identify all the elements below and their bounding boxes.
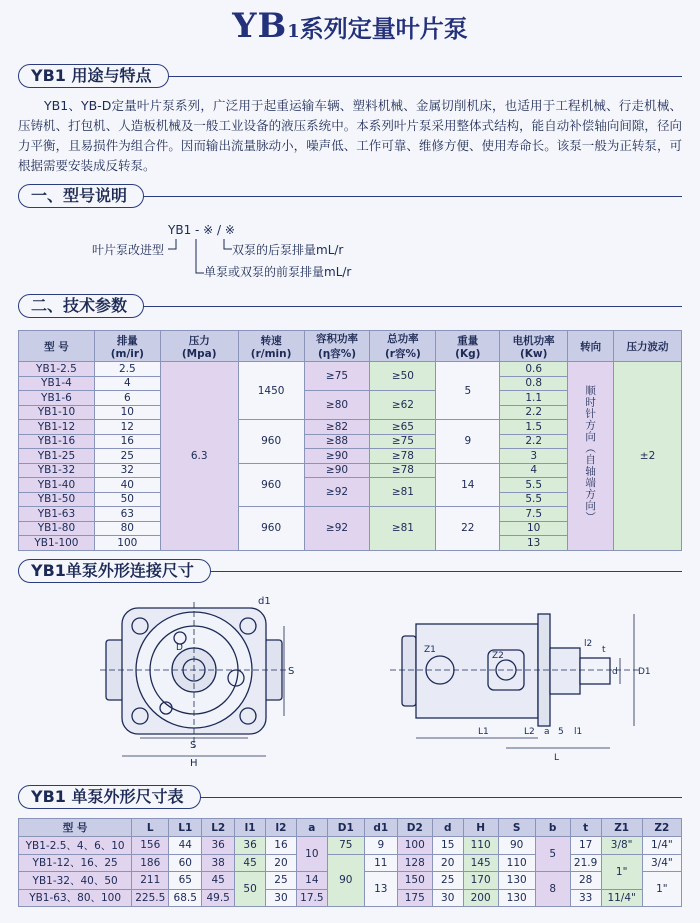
table-cell: 21.9 [570, 854, 601, 872]
table-cell: 10 [500, 521, 568, 536]
table-cell: 9 [364, 837, 397, 855]
dim-L2: L2 [524, 727, 535, 737]
table-cell: D2 [397, 819, 432, 837]
table-cell: 68.5 [169, 889, 202, 907]
params-header-row [19, 331, 682, 362]
table-cell: 186 [132, 854, 169, 872]
table-cell: 17 [570, 837, 601, 855]
table-cell: 110 [498, 854, 535, 872]
page-title [0, 6, 700, 46]
table-cell: 14 [436, 463, 500, 507]
table-cell: YB1-63、80、100 [19, 889, 132, 907]
label-improved-type: 叶片泵改进型 [92, 243, 165, 257]
header-cell: 转向 [568, 331, 614, 362]
table-cell: 145 [463, 854, 498, 872]
dim-d: d [612, 667, 618, 677]
table-cell: YB1-2.5 [19, 362, 95, 377]
dim-Z1: Z1 [424, 645, 436, 655]
section-model-heading: 一、型号说明 [18, 184, 144, 208]
table-cell: ≥81 [370, 478, 436, 507]
table-cell: 1.5 [500, 420, 568, 435]
table-cell: 33 [570, 889, 601, 907]
table-cell: 4 [500, 463, 568, 478]
table-cell: Z2 [642, 819, 681, 837]
table-cell: 5 [535, 837, 570, 872]
table-cell: YB1-50 [19, 492, 95, 507]
table-cell: YB1-80 [19, 521, 95, 536]
dim-D1: D1 [638, 667, 651, 677]
table-cell: 225.5 [132, 889, 169, 907]
dim-L: L [554, 753, 560, 763]
table-cell: ≥81 [370, 507, 436, 551]
table-cell: 1" [601, 854, 642, 889]
table-cell: ≥78 [370, 463, 436, 478]
intro-paragraph: YB1、YB-D定量叶片泵系列，广泛用于起重运输车辆、塑料机械、金属切削机床，也适用于工程机械、行走机械、压铸机、打包机、人造板机械及一般工业设备的液压系统中。本系列叶片泵采用整体式结构，能自动补偿轴向间隙，径向力平衡，且易损件为组合件。因而输出流量脉动小，噪声低、工作可靠、维修方便、使用寿命长。该泵一般为正转泵，可根据需要安装成反转泵。 [18, 98, 682, 173]
model-code: YB1 - ※ / ※ [168, 223, 235, 237]
table-cell: l1 [235, 819, 266, 837]
table-cell: L1 [169, 819, 202, 837]
table-cell: 22 [436, 507, 500, 551]
table-row [19, 362, 682, 377]
table-cell: 13 [364, 872, 397, 907]
dim-Z2: Z2 [492, 651, 504, 661]
table-cell: 25 [432, 872, 463, 890]
table-row [19, 837, 682, 855]
tech-params-table [18, 330, 682, 551]
table-cell: 12 [94, 420, 160, 435]
table-cell: 175 [397, 889, 432, 907]
table-cell: 100 [397, 837, 432, 855]
table-cell: 5.5 [500, 492, 568, 507]
table-cell: YB1-100 [19, 536, 95, 551]
table-cell: 1/4" [642, 837, 681, 855]
dim-l1: l1 [574, 727, 583, 737]
front-view [100, 602, 290, 756]
dim-H: H [190, 758, 198, 769]
table-cell: 0.6 [500, 362, 568, 377]
table-cell: t [570, 819, 601, 837]
table-cell: S [498, 819, 535, 837]
table-cell: 10 [94, 405, 160, 420]
section-outline-heading: YB1单泵外形连接尺寸 [18, 559, 211, 583]
label-front-displacement: 单泵或双泵的前泵排量mL/r [204, 265, 352, 279]
table-cell: ≥90 [304, 463, 370, 478]
table-cell: 2.2 [500, 405, 568, 420]
table-cell: 90 [498, 837, 535, 855]
model-code-diagram [0, 215, 700, 285]
table-cell: 45 [235, 854, 266, 872]
table-cell: 30 [266, 889, 297, 907]
header-cell: 型 号 [19, 331, 95, 362]
table-cell: 7.5 [500, 507, 568, 522]
table-cell: l2 [266, 819, 297, 837]
title-suffix: 系列定量叶片泵 [299, 14, 468, 43]
table-cell: 6.3 [160, 362, 238, 551]
table-cell: 63 [94, 507, 160, 522]
table-cell: 16 [266, 837, 297, 855]
table-cell [568, 362, 614, 551]
dims-table [18, 818, 682, 907]
table-cell: YB1-32、40、50 [19, 872, 132, 890]
table-cell: 3 [500, 449, 568, 464]
title-main: YB [232, 6, 288, 46]
dim-D: D [176, 643, 183, 653]
table-cell: 40 [94, 478, 160, 493]
table-cell: YB1-25 [19, 449, 95, 464]
table-cell: 110 [463, 837, 498, 855]
table-cell: 2.5 [94, 362, 160, 377]
table-cell: 0.8 [500, 376, 568, 391]
table-cell: d [432, 819, 463, 837]
table-cell: 130 [498, 872, 535, 890]
table-cell: 10 [296, 837, 327, 872]
header-cell: 重量 (Kg) [436, 331, 500, 362]
dim-l2: l2 [584, 639, 593, 649]
table-cell: ≥82 [304, 420, 370, 435]
table-cell: 45 [202, 872, 235, 890]
table-cell: 200 [463, 889, 498, 907]
side-view [390, 614, 640, 748]
table-cell: 1" [642, 872, 681, 907]
table-cell: L [132, 819, 169, 837]
table-cell: b [535, 819, 570, 837]
table-cell: 14 [296, 872, 327, 890]
header-cell: 排量 (m/ir) [94, 331, 160, 362]
table-cell: 50 [235, 872, 266, 907]
table-cell: 11 [364, 854, 397, 872]
table-cell: 20 [266, 854, 297, 872]
table-cell: 50 [94, 492, 160, 507]
table-cell: YB1-2.5、4、6、10 [19, 837, 132, 855]
table-cell: 75 [327, 837, 364, 855]
table-cell: 型 号 [19, 819, 132, 837]
table-cell: Z1 [601, 819, 642, 837]
header-cell: 总功率 (r容%) [370, 331, 436, 362]
table-cell: D1 [327, 819, 364, 837]
dim-d1: d1 [258, 596, 271, 607]
table-cell: 128 [397, 854, 432, 872]
table-cell: YB1-32 [19, 463, 95, 478]
table-cell: 4 [94, 376, 160, 391]
table-cell: YB1-12 [19, 420, 95, 435]
table-cell: 16 [94, 434, 160, 449]
table-cell: 38 [202, 854, 235, 872]
table-cell: ≥62 [370, 391, 436, 420]
table-cell: H [463, 819, 498, 837]
table-cell: 65 [169, 872, 202, 890]
table-cell: 25 [94, 449, 160, 464]
table-cell: 80 [94, 521, 160, 536]
dims-header-row [19, 819, 682, 837]
table-row [19, 854, 682, 872]
header-cell: 容积功率 (η容%) [304, 331, 370, 362]
dim-a: a [544, 727, 550, 737]
header-cell: 压力 (Mpa) [160, 331, 238, 362]
header-cell: 压力波动 [614, 331, 682, 362]
table-cell: 211 [132, 872, 169, 890]
table-cell: 25 [266, 872, 297, 890]
table-cell: YB1-40 [19, 478, 95, 493]
table-cell: ≥90 [304, 449, 370, 464]
table-cell: 9 [436, 420, 500, 464]
table-cell: ≥75 [370, 434, 436, 449]
table-cell: 36 [202, 837, 235, 855]
table-cell: YB1-63 [19, 507, 95, 522]
table-cell: ≥92 [304, 478, 370, 507]
table-cell: 2.2 [500, 434, 568, 449]
table-cell: 44 [169, 837, 202, 855]
table-cell: 28 [570, 872, 601, 890]
table-cell: 13 [500, 536, 568, 551]
section-dims-heading: YB1 单泵外形尺寸表 [18, 785, 201, 809]
table-cell: 32 [94, 463, 160, 478]
table-cell: YB1-6 [19, 391, 95, 406]
table-cell: YB1-10 [19, 405, 95, 420]
table-cell: 36 [235, 837, 266, 855]
table-cell: 1.1 [500, 391, 568, 406]
table-cell: YB1-16 [19, 434, 95, 449]
table-cell: d1 [364, 819, 397, 837]
table-cell: YB1-4 [19, 376, 95, 391]
table-cell: 8 [535, 872, 570, 907]
direction-text: 顺时针方向（自轴端方向） [584, 385, 597, 524]
table-cell: ≥78 [370, 449, 436, 464]
dim-L1: L1 [478, 727, 489, 737]
dim-5: 5 [558, 727, 564, 737]
table-cell: 20 [432, 854, 463, 872]
dim-S-side: S [288, 666, 295, 677]
table-cell: 960 [238, 463, 304, 507]
dim-t: t [602, 645, 606, 655]
table-cell: 6 [94, 391, 160, 406]
table-cell: 17.5 [296, 889, 327, 907]
table-cell: 30 [432, 889, 463, 907]
header-cell: 转速 (r/min) [238, 331, 304, 362]
dim-S-front: S [190, 740, 197, 751]
header-cell: 电机功率 (Kw) [500, 331, 568, 362]
table-cell: 49.5 [202, 889, 235, 907]
table-cell: 130 [498, 889, 535, 907]
table-cell: 960 [238, 507, 304, 551]
table-cell: ≥50 [370, 362, 436, 391]
table-cell: 960 [238, 420, 304, 464]
label-rear-displacement: 双泵的后泵排量mL/r [232, 243, 344, 257]
table-cell: 150 [397, 872, 432, 890]
section-params-heading: 二、技术参数 [18, 294, 144, 318]
model-code-leader-lines [0, 215, 700, 285]
table-cell: 3/8" [601, 837, 642, 855]
table-cell: ±2 [614, 362, 682, 551]
table-cell: ≥92 [304, 507, 370, 551]
table-cell: 5 [436, 362, 500, 420]
table-cell: ≥75 [304, 362, 370, 391]
table-cell: ≥80 [304, 391, 370, 420]
table-cell: 5.5 [500, 478, 568, 493]
table-cell: a [296, 819, 327, 837]
table-cell: YB1-12、16、25 [19, 854, 132, 872]
table-cell: L2 [202, 819, 235, 837]
table-cell: 3/4" [642, 854, 681, 872]
table-cell: 15 [432, 837, 463, 855]
table-cell: 11/4" [601, 889, 642, 907]
table-cell: 90 [327, 854, 364, 907]
table-cell: 1450 [238, 362, 304, 420]
title-sub: 1 [287, 21, 300, 42]
table-cell: 60 [169, 854, 202, 872]
table-cell: 100 [94, 536, 160, 551]
outline-drawing [0, 588, 700, 778]
table-cell: ≥65 [370, 420, 436, 435]
section-usage-heading: YB1 用途与特点 [18, 64, 169, 88]
table-cell: 156 [132, 837, 169, 855]
table-cell: 170 [463, 872, 498, 890]
table-cell: ≥88 [304, 434, 370, 449]
